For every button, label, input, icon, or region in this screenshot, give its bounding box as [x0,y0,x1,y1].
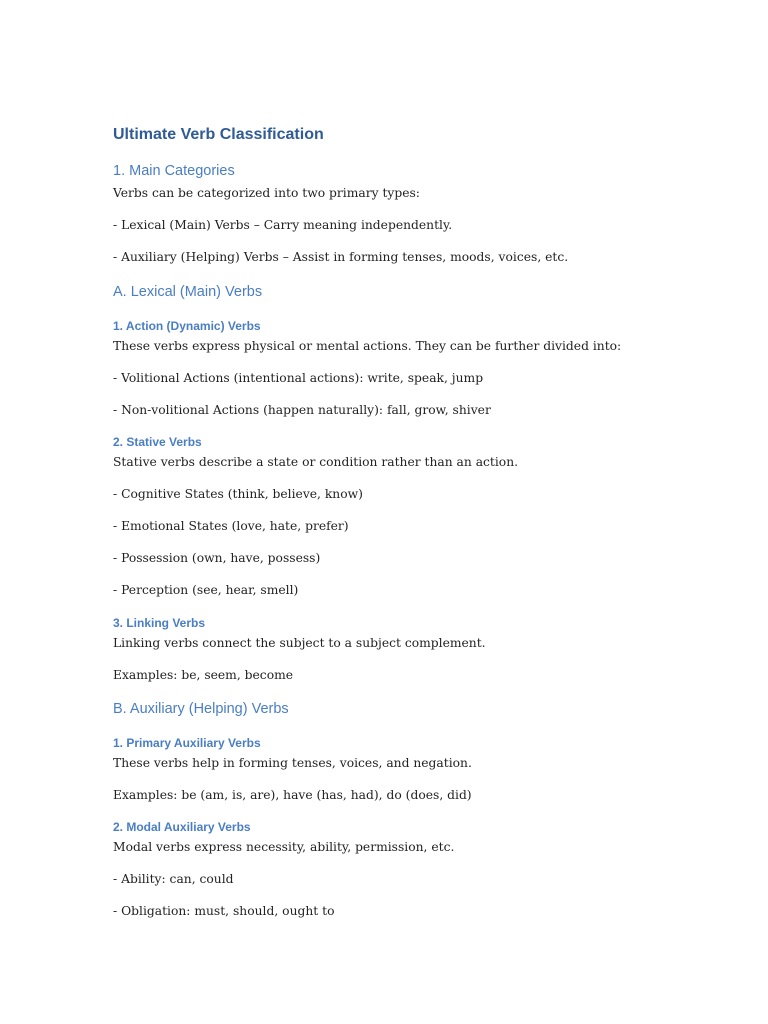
paragraph-modal-intro: Modal verbs express necessity, ability, permission, etc. [113,840,455,854]
subheading-action-verbs: 1. Action (Dynamic) Verbs [113,319,261,333]
section-heading-auxiliary: B. Auxiliary (Helping) Verbs [113,701,289,717]
subheading-stative-verbs: 2. Stative Verbs [113,435,202,449]
list-item-auxiliary: - Auxiliary (Helping) Verbs – Assist in forming tenses, moods, voices, etc. [113,250,569,264]
list-item-non-volitional: - Non-volitional Actions (happen naturally): fall, grow, shiver [113,403,491,417]
document-title: Ultimate Verb Classification [113,126,324,143]
paragraph-linking-intro: Linking verbs connect the subject to a subject complement. [113,636,486,650]
paragraph-primary-intro: These verbs help in forming tenses, voices, and negation. [113,756,472,770]
subheading-modal-auxiliary: 2. Modal Auxiliary Verbs [113,820,251,834]
paragraph-action-intro: These verbs express physical or mental actions. They can be further divided into: [113,339,622,353]
section-heading-main-categories: 1. Main Categories [113,163,235,179]
subheading-primary-auxiliary: 1. Primary Auxiliary Verbs [113,736,261,750]
section-heading-lexical: A. Lexical (Main) Verbs [113,284,263,300]
list-item-lexical: - Lexical (Main) Verbs – Carry meaning independently. [113,218,453,232]
list-item-emotional: - Emotional States (love, hate, prefer) [113,519,349,533]
list-item-possession: - Possession (own, have, possess) [113,551,321,565]
list-item-volitional: - Volitional Actions (intentional actions): write, speak, jump [113,371,484,385]
list-item-obligation: - Obligation: must, should, ought to [113,904,335,918]
paragraph-stative-intro: Stative verbs describe a state or condition rather than an action. [113,455,519,469]
list-item-cognitive: - Cognitive States (think, believe, know) [113,487,363,501]
list-item-ability: - Ability: can, could [113,872,234,886]
subheading-linking-verbs: 3. Linking Verbs [113,616,206,630]
paragraph-main-categories-intro: Verbs can be categorized into two primary types: [113,186,420,200]
list-item-perception: - Perception (see, hear, smell) [113,583,299,597]
paragraph-linking-examples: Examples: be, seem, become [113,668,294,682]
paragraph-primary-examples: Examples: be (am, is, are), have (has, had), do (does, did) [113,788,472,802]
